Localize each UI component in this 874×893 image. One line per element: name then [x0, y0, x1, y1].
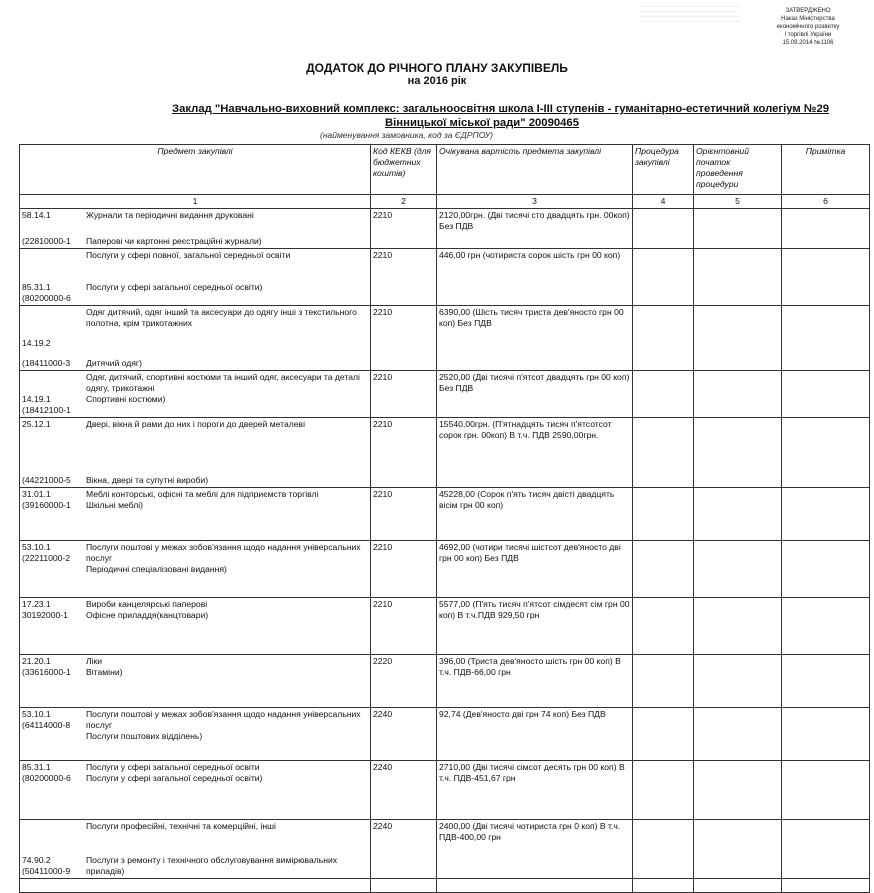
subject-code: (22810000-1	[22, 236, 71, 246]
subject-text: Одяг, дитячий, спортивні костюми та інший одяг, аксесуари та деталі одягу, трикотажні	[86, 372, 360, 393]
procedure-cell	[633, 306, 694, 371]
column-number: 3	[437, 195, 633, 209]
subject-text	[86, 338, 368, 349]
note-cell	[782, 708, 870, 761]
start-cell	[694, 708, 782, 761]
subject-text: Вироби канцелярські паперові Офісне приладдя(канцтовари)	[86, 599, 209, 620]
cost-cell: 92,74 (Дев'яносто дві грн 74 коп) Без ПДВ	[437, 708, 633, 761]
procedure-cell	[633, 598, 694, 655]
start-cell	[694, 598, 782, 655]
procedure-cell	[633, 249, 694, 306]
start-cell	[694, 761, 782, 820]
subject-code: 53.10.1 (22211000-2	[22, 542, 71, 563]
subject-text: Одяг дитячий, одяг інший та аксесуари до одягу інші з текстильного полотна, крім трикотажних	[86, 307, 357, 328]
start-cell	[694, 306, 782, 371]
subject-code: 14.19.2	[22, 338, 51, 348]
table-row	[20, 371, 870, 418]
kekv-cell: 2240	[371, 708, 437, 761]
approval-line: і торгівлі України	[784, 32, 832, 38]
kekv-cell: 2210	[371, 306, 437, 371]
subject-cell	[20, 598, 371, 655]
table-row	[20, 249, 870, 306]
subject-text: Вікна, двері та супутні вироби)	[86, 475, 209, 485]
subject-code	[22, 821, 86, 832]
institution-caption: (найменування замовника, код за ЄДРПОУ)	[320, 130, 494, 140]
table-row	[20, 655, 870, 708]
start-cell	[694, 209, 782, 249]
header-note: Примітка	[782, 145, 870, 195]
procedure-cell	[633, 541, 694, 598]
subject-code	[22, 372, 86, 394]
subject-cell	[20, 249, 371, 306]
subject-text: Послуги поштові у межах зобов'язання щодо надання універсальних послуг Послуги поштових відділень)	[86, 709, 361, 741]
note-cell	[782, 249, 870, 306]
kekv-cell: 2210	[371, 209, 437, 249]
note-cell	[782, 371, 870, 418]
start-cell	[694, 488, 782, 541]
subject-code: 53.10.1 (64114000-8	[22, 709, 71, 730]
start-cell	[694, 541, 782, 598]
cost-cell: 2120,00грн. (Дві тисячі сто двадцять грн. 00коп) Без ПДВ	[437, 209, 633, 249]
approval-line: економічного розвитку	[776, 24, 840, 30]
subject-cell	[20, 306, 371, 371]
kekv-cell: 2210	[371, 541, 437, 598]
column-number: 6	[782, 195, 870, 209]
note-cell	[782, 306, 870, 371]
procedure-cell	[633, 655, 694, 708]
header-start: Орієнтовний початок проведення процедури	[694, 145, 782, 195]
start-cell	[694, 418, 782, 488]
subject-code: (44221000-5	[22, 475, 71, 485]
subject-text: Меблі конторські, офісні та меблі для підприємств торгівлі Шкільні меблі)	[86, 489, 319, 510]
note-cell	[782, 820, 870, 879]
note-cell	[782, 541, 870, 598]
subject-code	[22, 250, 86, 261]
approval-line: Наказ Міністерства	[781, 16, 835, 22]
subject-text: Журнали та періодичні видання друковані	[86, 210, 254, 220]
show-through-text	[640, 2, 740, 38]
approval-stamp	[748, 7, 868, 47]
start-cell	[694, 371, 782, 418]
empty-cell	[633, 879, 694, 893]
empty-cell	[371, 879, 437, 893]
subject-cell	[20, 708, 371, 761]
approval-line: 15.09.2014 №1106	[782, 40, 834, 46]
document-subtitle: на 2016 рік	[407, 75, 467, 87]
subject-code: 85.31.1 (80200000-6	[22, 762, 71, 783]
kekv-cell: 2210	[371, 598, 437, 655]
kekv-cell: 2240	[371, 820, 437, 879]
subject-code: 74.90.2 (50411000-9	[22, 855, 71, 876]
table-row	[20, 598, 870, 655]
header-procedure: Процедура закупівлі	[633, 145, 694, 195]
subject-text: Спортивні костюми)	[86, 394, 166, 404]
procedure-cell	[633, 761, 694, 820]
subject-text: Послуги у сфері повної, загальної середньої освіти	[86, 250, 291, 260]
table-row	[20, 418, 870, 488]
cost-cell: 6390,00 (Шість тисяч триста дев'яносто грн 00 коп) Без ПДВ	[437, 306, 633, 371]
note-cell	[782, 655, 870, 708]
cost-cell: 5577,00 (П'ять тисяч п'ятсот сімдесят сім грн 00 коп) В т.ч.ПДВ 929,50 грн	[437, 598, 633, 655]
note-cell	[782, 209, 870, 249]
procedure-cell	[633, 820, 694, 879]
empty-cell	[437, 879, 633, 893]
subject-cell	[20, 541, 371, 598]
table-row	[20, 209, 870, 249]
kekv-cell: 2210	[371, 371, 437, 418]
subject-code: 58.14.1	[22, 210, 51, 220]
start-cell	[694, 249, 782, 306]
subject-text: Двері, вікна й рами до них і пороги до дверей металеві	[86, 419, 306, 429]
subject-cell	[20, 488, 371, 541]
note-cell	[782, 418, 870, 488]
header-subject: Предмет закупівлі	[20, 145, 371, 195]
subject-code: 85.31.1 (80200000-6	[22, 282, 71, 303]
table-row	[20, 488, 870, 541]
subject-code: 31.01.1 (39160000-1	[22, 489, 71, 510]
start-cell	[694, 655, 782, 708]
procedure-cell	[633, 708, 694, 761]
cost-cell: 45228,00 (Сорок п'ять тисяч двісті двадцять вісім грн 00 коп)	[437, 488, 633, 541]
institution-line-1: Заклад "Навчально-виховний комплекс: загальноосвітня школа І-ІІІ ступенів - гуманітарно-естетичний колегіум №29	[172, 103, 830, 115]
header-cost: Очікувана вартість предмета закупівлі	[437, 145, 633, 195]
cost-cell: 446,00 грн (чотириста сорок шість грн 00 коп)	[437, 249, 633, 306]
procurement-table	[19, 144, 870, 893]
procedure-cell	[633, 209, 694, 249]
cost-cell: 2520,00 (Дві тисячі п'ятсот двадцять грн 00 коп) Без ПДВ	[437, 371, 633, 418]
procedure-cell	[633, 371, 694, 418]
kekv-cell: 2240	[371, 761, 437, 820]
cost-cell: 15540,00грн. (П'ятнадцять тисяч п'ятсотсот сорок грн. 00коп) В т.ч. ПДВ 2590,00грн.	[437, 418, 633, 488]
subject-code: 25.12.1	[22, 419, 51, 429]
institution-name	[172, 102, 874, 130]
subject-cell	[20, 418, 371, 488]
subject-cell	[20, 761, 371, 820]
cost-cell: 2710,00 (Дві тисячі сімсот десять грн 00 коп) В т.ч. ПДВ-451,67 грн	[437, 761, 633, 820]
cost-cell: 396,00 (Триста дев'яносто шість грн 00 коп) В т.ч. ПДВ-66,00 грн	[437, 655, 633, 708]
start-cell	[694, 820, 782, 879]
subject-code	[22, 307, 86, 329]
subject-code: 14.19.1 (18412100-1	[22, 394, 71, 415]
subject-text: Послуги поштові у межах зобов'язання щодо надання універсальних послуг Періодичні спеціалізовані видання)	[86, 542, 361, 574]
column-numbers-row	[20, 195, 870, 209]
empty-cell	[782, 879, 870, 893]
table-row	[20, 708, 870, 761]
kekv-cell: 2210	[371, 249, 437, 306]
subject-text: Послуги у сфері загальної середньої освіти)	[86, 282, 263, 292]
subject-cell	[20, 209, 371, 249]
procedure-cell	[633, 418, 694, 488]
approval-line: ЗАТВЕРДЖЕНО	[785, 8, 831, 14]
table-row	[20, 820, 870, 879]
subject-text: Послуги професійні, технічні та комерційні, інші	[86, 821, 276, 831]
empty-cell	[694, 879, 782, 893]
subject-text: Послуги з ремонту і технічного обслуговування вимірювальних приладів)	[86, 855, 338, 876]
procedure-cell	[633, 488, 694, 541]
subject-code: (18411000-3	[22, 358, 71, 368]
kekv-cell: 2210	[371, 418, 437, 488]
table-row	[20, 541, 870, 598]
column-number: 4	[633, 195, 694, 209]
subject-text: Послуги у сфері загальної середньої освіти Послуги у сфері загальної середньої освіти)	[86, 762, 263, 783]
document-title: ДОДАТОК ДО РІЧНОГО ПЛАНУ ЗАКУПІВЕЛЬ	[306, 61, 568, 75]
subject-cell	[20, 655, 371, 708]
table-row	[20, 761, 870, 820]
note-cell	[782, 488, 870, 541]
kekv-cell: 2220	[371, 655, 437, 708]
cost-cell: 4692,00 (чотири тисячі шістсот дев'яносто дві грн 00 коп) Без ПДВ	[437, 541, 633, 598]
cost-cell: 2400,00 (Дві тисячі чотириста грн 0 коп) В т.ч. ПДВ-400,00 грн	[437, 820, 633, 879]
subject-text: Паперові чи картонні реєстраційні журнали)	[86, 236, 262, 246]
table-row	[20, 306, 870, 371]
note-cell	[782, 761, 870, 820]
subject-text: Дитячий одяг)	[86, 358, 142, 368]
institution-line-2: Вінницької міської ради" 20090465	[385, 117, 579, 129]
subject-code: 21.20.1 (33616000-1	[22, 656, 71, 677]
header-row	[20, 145, 870, 195]
subject-text: Ліки Вітаміни)	[86, 656, 123, 677]
subject-code: 17.23.1 30192000-1	[22, 599, 68, 620]
kekv-cell: 2210	[371, 488, 437, 541]
table-row	[20, 879, 870, 893]
column-number: 5	[694, 195, 782, 209]
subject-cell	[20, 820, 371, 879]
empty-cell	[20, 879, 371, 893]
note-cell	[782, 598, 870, 655]
column-number: 1	[20, 195, 371, 209]
column-number: 2	[371, 195, 437, 209]
header-kekv: Код КЕКВ (для бюджетних коштів)	[371, 145, 437, 195]
subject-cell	[20, 371, 371, 418]
